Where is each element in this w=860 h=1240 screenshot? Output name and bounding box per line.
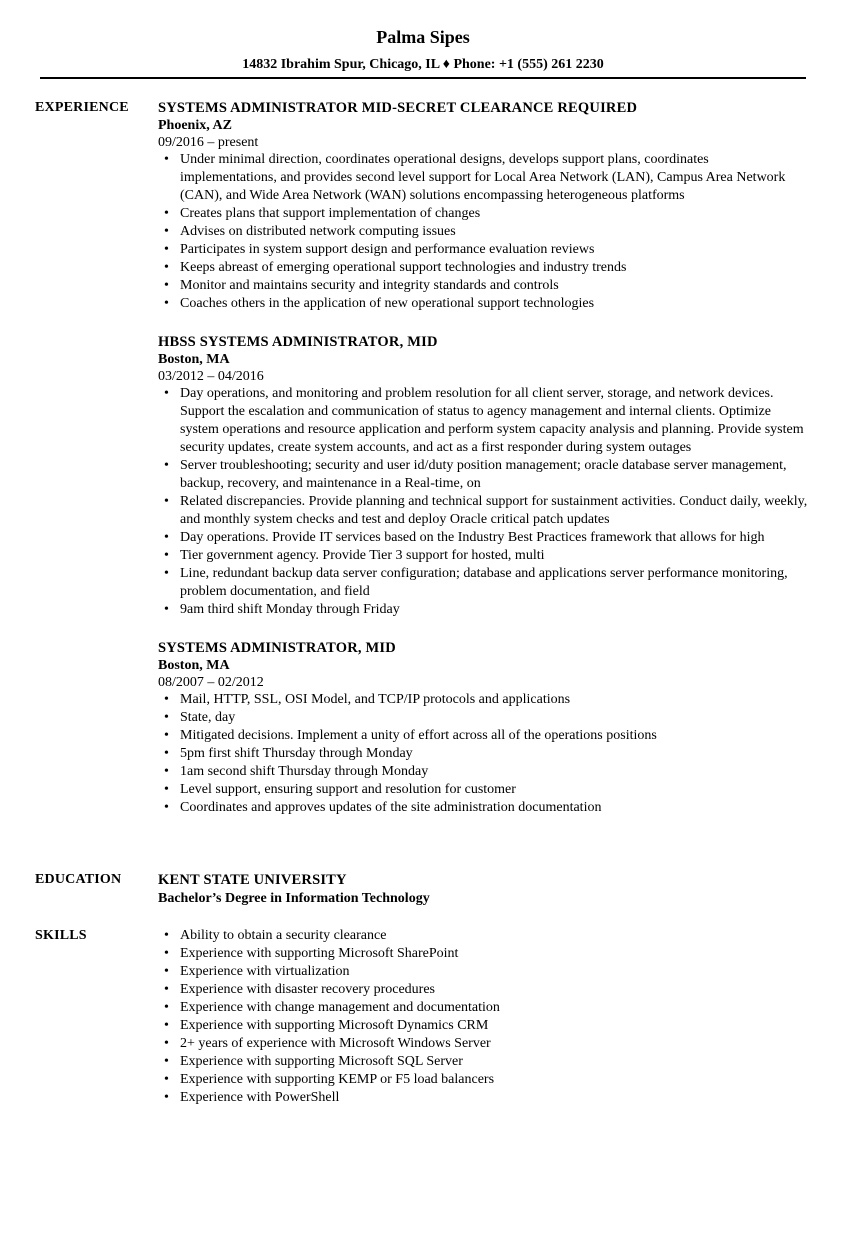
list-item: • Tier government agency. Provide Tier 3 support for hosted, multi [158,547,808,565]
job-location: Phoenix, AZ [158,118,232,133]
list-item: • Coaches others in the application of new operational support technologies [158,295,808,313]
list-item: • Experience with supporting Microsoft Dynamics CRM [158,1017,808,1035]
list-item: • Advises on distributed network computing issues [158,223,808,241]
list-item: • Experience with PowerShell [158,1089,808,1107]
job-title: HBSS SYSTEMS ADMINISTRATOR, MID [158,334,438,350]
education-body [158,871,808,908]
job-bullet-list [158,691,808,817]
list-item: • Creates plans that support implementation of changes [158,205,808,223]
list-item: • Day operations. Provide IT services based on the Industry Best Practices framework that allows for high [158,529,808,547]
list-item: • Keeps abreast of emerging operational support technologies and industry trends [158,259,808,277]
job-title: SYSTEMS ADMINISTRATOR MID-SECRET CLEARANCE REQUIRED [158,100,638,116]
list-item: • 2+ years of experience with Microsoft Windows Server [158,1035,808,1053]
list-item: • Related discrepancies. Provide planning and technical support for sustainment activities. Conduct daily, weekly, and monthly system checks and test and deploy Oracle critical patch updates [158,493,808,529]
degree-name: Bachelor’s Degree in Information Technology [158,891,430,906]
job-entry [158,99,808,313]
school-name: KENT STATE UNIVERSITY [158,872,347,888]
list-item: • Line, redundant backup data server configuration; database and applications server performance monitoring, problem documentation, and field [158,565,808,601]
list-item: • Server troubleshooting; security and user id/duty position management; oracle database server management, backup, recovery, and maintenance in a Real-time, on [158,457,808,493]
list-item: • Experience with supporting Microsoft SQL Server [158,1053,808,1071]
job-location: Boston, MA [158,352,230,367]
job-title: SYSTEMS ADMINISTRATOR, MID [158,640,396,656]
job-entry [158,333,808,619]
header-divider [40,77,806,79]
list-item: • Mail, HTTP, SSL, OSI Model, and TCP/IP protocols and applications [158,691,808,709]
list-item: • 1am second shift Thursday through Monday [158,763,808,781]
list-item: • Participates in system support design and performance evaluation reviews [158,241,808,259]
job-dates: 03/2012 – 04/2016 [158,369,264,384]
job-bullet-list [158,151,808,313]
list-item: • 5pm first shift Thursday through Monday [158,745,808,763]
skills-list [158,927,808,1107]
list-item: • Ability to obtain a security clearance [158,927,808,945]
list-item: • Level support, ensuring support and resolution for customer [158,781,808,799]
list-item: • Coordinates and approves updates of the site administration documentation [158,799,808,817]
list-item: • Experience with virtualization [158,963,808,981]
skills-label: SKILLS [35,928,87,943]
list-item: • Experience with change management and documentation [158,999,808,1017]
resume-header [40,26,806,74]
experience-label: EXPERIENCE [35,100,129,115]
education-label: EDUCATION [35,872,122,887]
list-item: • Day operations, and monitoring and problem resolution for all client server, storage, and network devices. Support the escalation and communication of status to agency management and internal clients. Optimize system operations and resource application and perform system capacity analysis and planning. Provide system security updates, create system accounts, and act as a first responder during system outages [158,385,808,457]
contact-line: 14832 Ibrahim Spur, Chicago, IL ♦ Phone: +1 (555) 261 2230 [242,57,604,72]
skills-body [158,927,808,1107]
list-item: • State, day [158,709,808,727]
list-item: • Under minimal direction, coordinates operational designs, develops support plans, coordinates implementations, and provides second level support for Local Area Network (LAN), Campus Area Network (CAN), and Wide Area Network (WAN) solutions encompassing heterogeneous platforms [158,151,808,205]
job-entry [158,639,808,817]
list-item: • Mitigated decisions. Implement a unity of effort across all of the operations positions [158,727,808,745]
list-item: • 9am third shift Monday through Friday [158,601,808,619]
job-dates: 09/2016 – present [158,135,259,150]
list-item: • Experience with supporting KEMP or F5 load balancers [158,1071,808,1089]
list-item: • Experience with disaster recovery procedures [158,981,808,999]
experience-body [158,99,808,837]
candidate-name: Palma Sipes [376,27,470,47]
job-dates: 08/2007 – 02/2012 [158,675,264,690]
list-item: • Monitor and maintains security and integrity standards and controls [158,277,808,295]
job-bullet-list [158,385,808,619]
list-item: • Experience with supporting Microsoft SharePoint [158,945,808,963]
job-location: Boston, MA [158,658,230,673]
